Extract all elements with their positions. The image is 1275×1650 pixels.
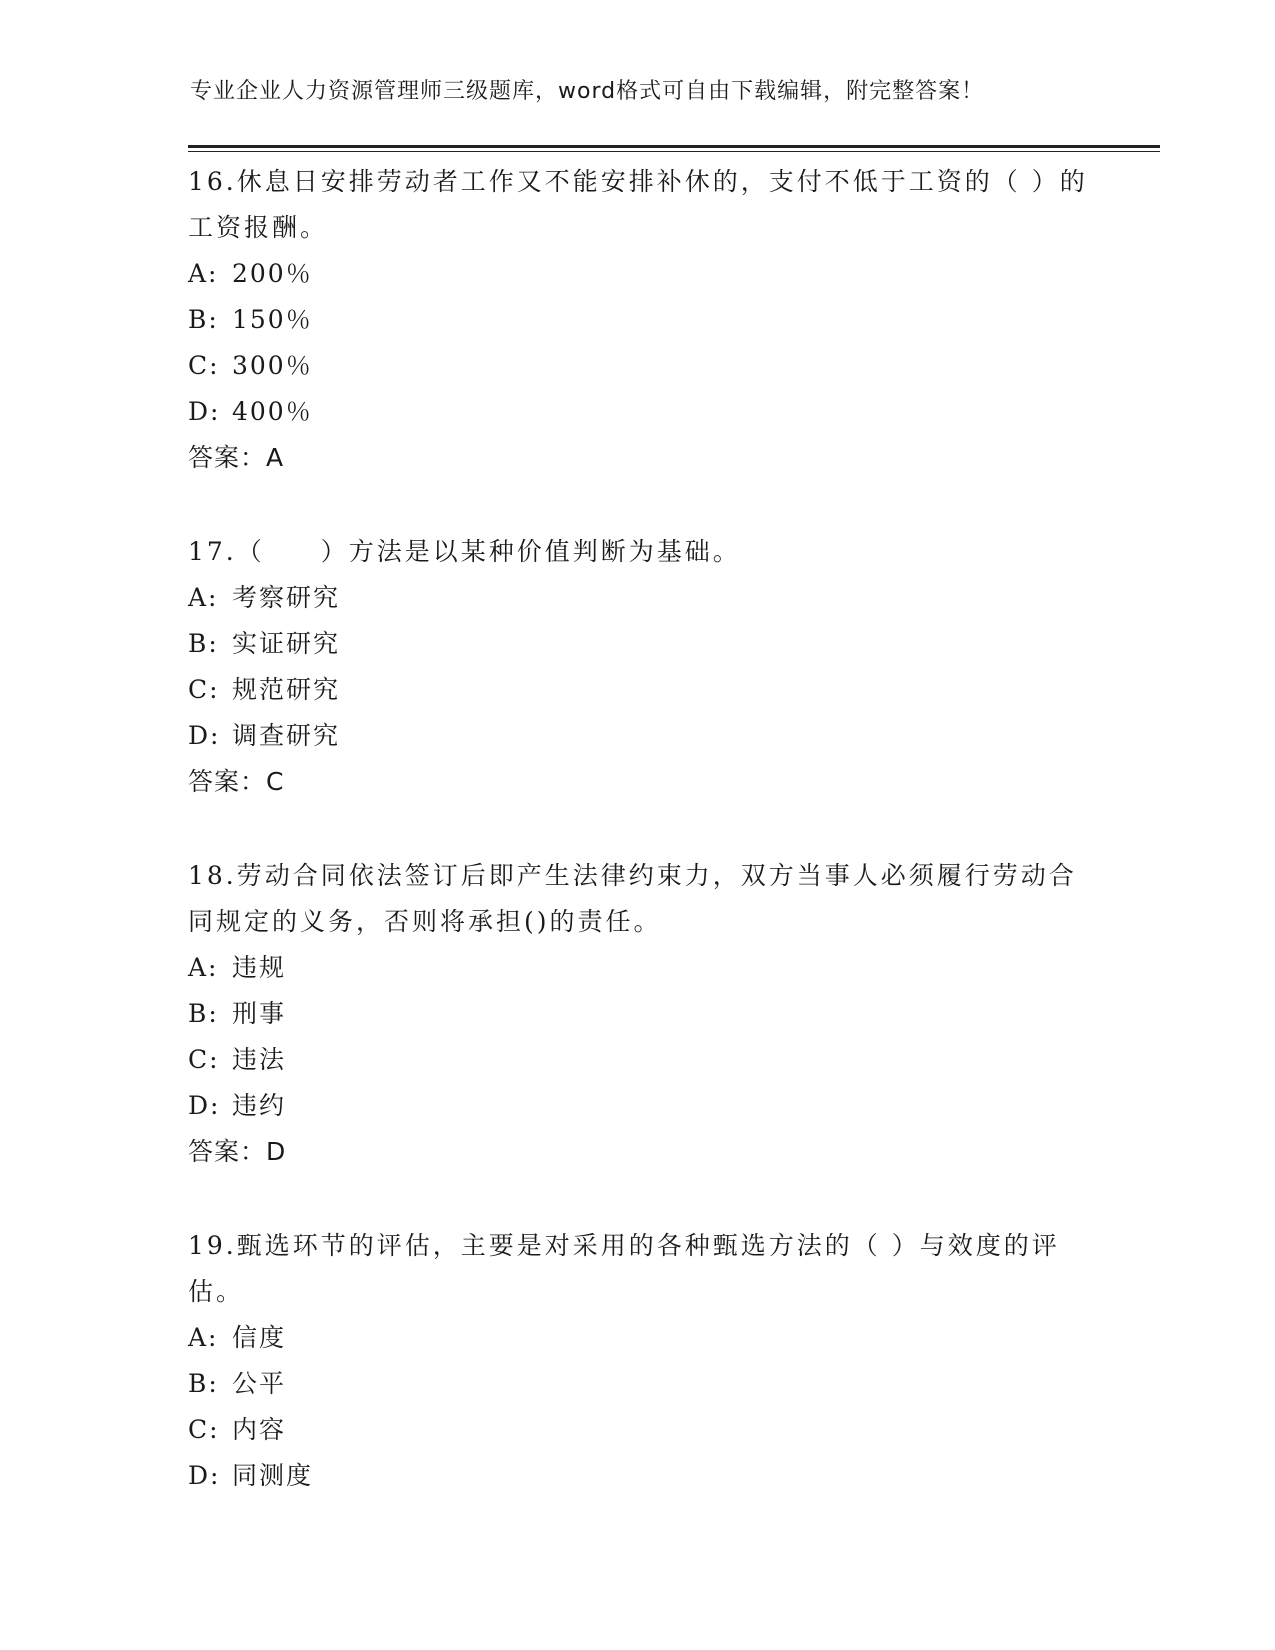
option-c (188, 667, 1088, 713)
option-text: 内容 (232, 1415, 287, 1444)
question-17 (188, 529, 1088, 805)
option-text: 违规 (232, 953, 287, 982)
question-text: 18.劳动合同依法签订后即产生法律约束力，双方当事人必须履行劳动合同规定的义务，否则将承担()的责任。 (188, 861, 1077, 936)
option-text: 公平 (232, 1369, 287, 1398)
question-16 (188, 159, 1088, 481)
option-text: 实证研究 (232, 629, 341, 658)
option-letter: D: (188, 397, 221, 426)
option-letter: C: (188, 675, 220, 704)
option-text: 400％ (232, 397, 313, 426)
option-letter: B: (188, 305, 219, 334)
option-a (188, 251, 1088, 297)
option-text: 150％ (232, 305, 313, 334)
option-text: 同测度 (232, 1461, 314, 1490)
option-letter: D: (188, 1461, 221, 1490)
option-c (188, 1037, 1088, 1083)
option-b (188, 1361, 1088, 1407)
option-letter: A: (188, 953, 219, 982)
option-d (188, 713, 1088, 759)
option-c (188, 343, 1088, 389)
page-header: 专业企业人力资源管理师三级题库，word格式可自由下载编辑，附完整答案！ (190, 79, 985, 104)
question-19 (188, 1223, 1088, 1499)
answer-line: 答案：D (188, 1137, 287, 1166)
option-b (188, 621, 1088, 667)
question-text: 16.休息日安排劳动者工作又不能安排补休的，支付不低于工资的（ ）的工资报酬。 (188, 167, 1088, 242)
option-text: 200％ (232, 259, 313, 288)
option-text: 信度 (232, 1323, 287, 1352)
header-rule-thin (188, 151, 1160, 152)
question-text: 19.甄选环节的评估，主要是对采用的各种甄选方法的（ ）与效度的评估。 (188, 1231, 1060, 1306)
option-text: 300％ (232, 351, 313, 380)
option-letter: C: (188, 1045, 220, 1074)
option-letter: A: (188, 583, 219, 612)
option-letter: D: (188, 1091, 221, 1120)
option-text: 调查研究 (232, 721, 341, 750)
option-letter: A: (188, 259, 219, 288)
header-rule-thick (188, 145, 1160, 148)
option-letter: B: (188, 999, 219, 1028)
option-letter: C: (188, 1415, 220, 1444)
question-text: 17.（ ）方法是以某种价值判断为基础。 (188, 537, 741, 566)
option-text: 考察研究 (232, 583, 341, 612)
option-a (188, 1315, 1088, 1361)
option-letter: B: (188, 1369, 219, 1398)
option-a (188, 945, 1088, 991)
answer-line: 答案：C (188, 767, 285, 796)
option-letter: A: (188, 1323, 219, 1352)
option-text: 违法 (232, 1045, 287, 1074)
option-text: 违约 (232, 1091, 287, 1120)
question-18 (188, 853, 1088, 1175)
option-letter: D: (188, 721, 221, 750)
option-d (188, 1453, 1088, 1499)
option-text: 刑事 (232, 999, 287, 1028)
option-d (188, 389, 1088, 435)
option-d (188, 1083, 1088, 1129)
option-letter: B: (188, 629, 219, 658)
option-c (188, 1407, 1088, 1453)
question-list (188, 159, 1088, 1547)
option-b (188, 297, 1088, 343)
option-a (188, 575, 1088, 621)
answer-line: 答案：A (188, 443, 285, 472)
option-letter: C: (188, 351, 220, 380)
option-text: 规范研究 (232, 675, 341, 704)
option-b (188, 991, 1088, 1037)
